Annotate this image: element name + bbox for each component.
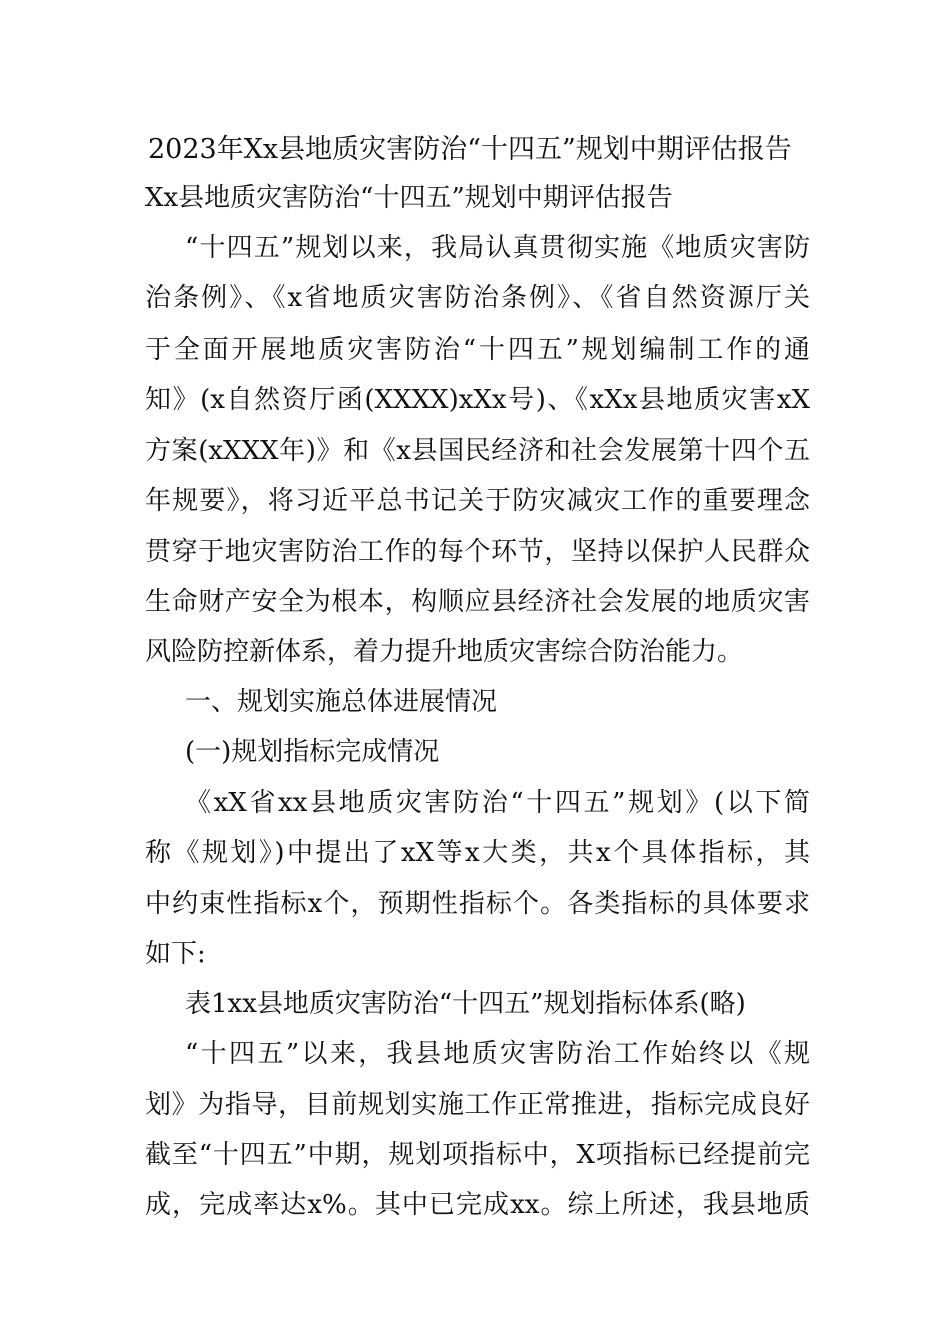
document-title: 2023年Xx县地质灾害防治“十四五”规划中期评估报告: [148, 134, 792, 165]
paragraph-line: 风险防控新体系，着力提升地质灾害综合防治能力。: [145, 637, 744, 667]
paragraph-line: 方案(xXXX年)》和《x县国民经济和社会发展第十四个五: [145, 436, 810, 466]
paragraph-line: 于全面开展地质灾害防治“十四五”规划编制工作的通: [145, 335, 810, 365]
paragraph-line: 年规要》，将习近平总书记关于防灾减灾工作的重要理念: [145, 486, 810, 516]
paragraph-line: 截至“十四五”中期，规划项指标中，X项指标已经提前完: [145, 1140, 810, 1170]
paragraph-line: 生命财产安全为根本，构顺应县经济社会发展的地质灾害: [145, 587, 810, 617]
paragraph-line: 《xX省xx县地质灾害防治“十四五”规划》(以下简: [185, 788, 810, 818]
paragraph-line: 贯穿于地灾害防治工作的每个环节，坚持以保护人民群众: [145, 537, 810, 567]
table-caption: 表1xx县地质灾害防治“十四五”规划指标体系(略): [185, 989, 746, 1019]
paragraph-line: 划》为指导，目前规划实施工作正常推进，指标完成良好: [145, 1090, 810, 1120]
paragraph-line: 如下:: [145, 939, 206, 969]
paragraph-line: “十四五”以来，我县地质灾害防治工作始终以《规: [185, 1039, 810, 1069]
document-subtitle: Xx县地质灾害防治“十四五”规划中期评估报告: [145, 183, 673, 213]
paragraph-line: “十四五”规划以来，我局认真贯彻实施《地质灾害防: [185, 233, 810, 263]
paragraph-line: 成，完成率达x%。其中已完成xx。综上所述，我县地质: [145, 1190, 810, 1220]
paragraph-line: 治条例》、《x省地质灾害防治条例》、《省自然资源厅关: [145, 283, 810, 313]
paragraph-line: 称《规划》)中提出了xX等x大类，共x个具体指标，其: [145, 838, 810, 868]
section-heading: 一、规划实施总体进展情况: [185, 687, 498, 717]
subsection-heading: (一)规划指标完成情况: [185, 737, 440, 767]
paragraph-line: 中约束性指标x个，预期性指标个。各类指标的具体要求: [145, 889, 810, 919]
paragraph-line: 知》(x自然资厅函(XXXX)xXx号)、《xXx县地质灾害xX: [145, 385, 810, 415]
